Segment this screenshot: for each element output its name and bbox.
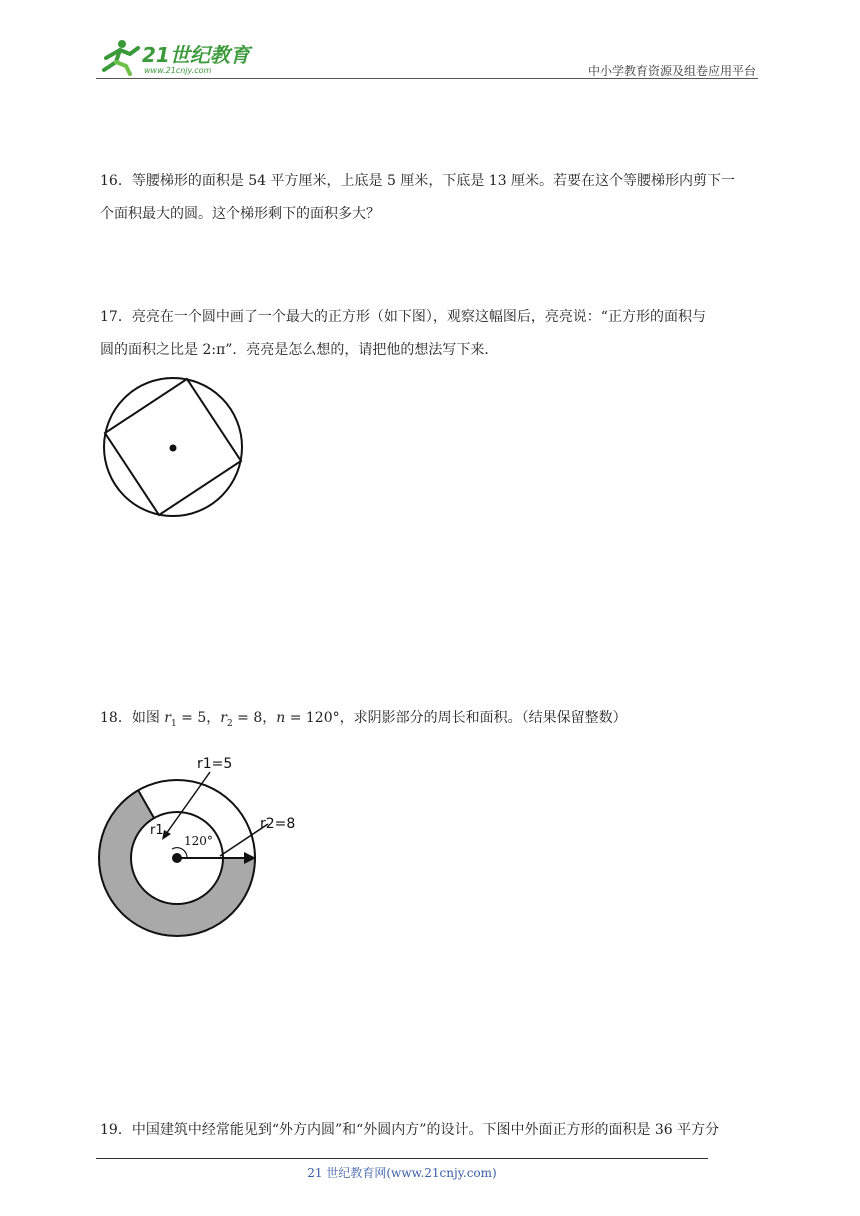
- question-18: [100, 702, 760, 741]
- question-17: [100, 301, 760, 367]
- question-16: [100, 165, 760, 231]
- n-symbol: n: [276, 710, 286, 726]
- annulus-sector-figure: [96, 748, 306, 940]
- label-angle: 120°: [184, 834, 213, 848]
- question-19: [100, 1114, 760, 1147]
- question-16-line-2: 个面积最大的圆。这个梯形剩下的面积多大？: [100, 206, 380, 222]
- header-divider: [96, 78, 758, 79]
- center-dot: [170, 445, 177, 452]
- label-r2-8: r2=8: [260, 816, 296, 832]
- label-r1-inner: r1: [150, 823, 164, 838]
- question-18-line-1: [100, 702, 760, 741]
- footer-divider: [96, 1158, 708, 1159]
- question-16-line-1: 16．等腰梯形的面积是 54 平方厘米，上底是 5 厘米，下底是 13 厘米。若要在这个等腰梯形内剪下一: [100, 173, 736, 189]
- logo-url: www.21cnjy.com: [144, 66, 212, 75]
- r2-symbol: r: [220, 710, 227, 726]
- label-r1-5: r1=5: [197, 756, 233, 772]
- r2-value: = 8，: [232, 710, 277, 726]
- r1-symbol: r: [164, 710, 171, 726]
- circle-square-figure: [100, 374, 246, 520]
- logo-text: 21世纪教育: [142, 43, 250, 67]
- r1-value: = 5，: [176, 710, 221, 726]
- question-19-line-1: 19．中国建筑中经常能见到“外方内圆”和“外圆内方”的设计。下图中外面正方形的面积是 36 平方分: [100, 1122, 720, 1138]
- n-value-and-task: = 120°，求阴影部分的周长和面积。（结果保留整数）: [285, 710, 627, 726]
- runner-icon: [104, 40, 138, 74]
- platform-name: 中小学教育资源及组卷应用平台: [587, 64, 756, 78]
- page-header: [96, 36, 756, 80]
- question-17-line-1: 17．亮亮在一个圆中画了一个最大的正方形（如下图），观察这幅图后，亮亮说：“正方形的面积与: [100, 309, 706, 325]
- question-18-prefix: 18．如图: [100, 710, 165, 726]
- question-17-line-2: 圆的面积之比是 2:π”．亮亮是怎么想的，请把他的想法写下来．: [100, 342, 499, 358]
- r1-subscript: 1: [170, 718, 177, 729]
- page-footer: 21 世纪教育网(www.21cnjy.com): [307, 1166, 497, 1180]
- site-logo: [96, 36, 266, 76]
- r2-subscript: 2: [226, 718, 233, 729]
- center-dot: [172, 853, 182, 863]
